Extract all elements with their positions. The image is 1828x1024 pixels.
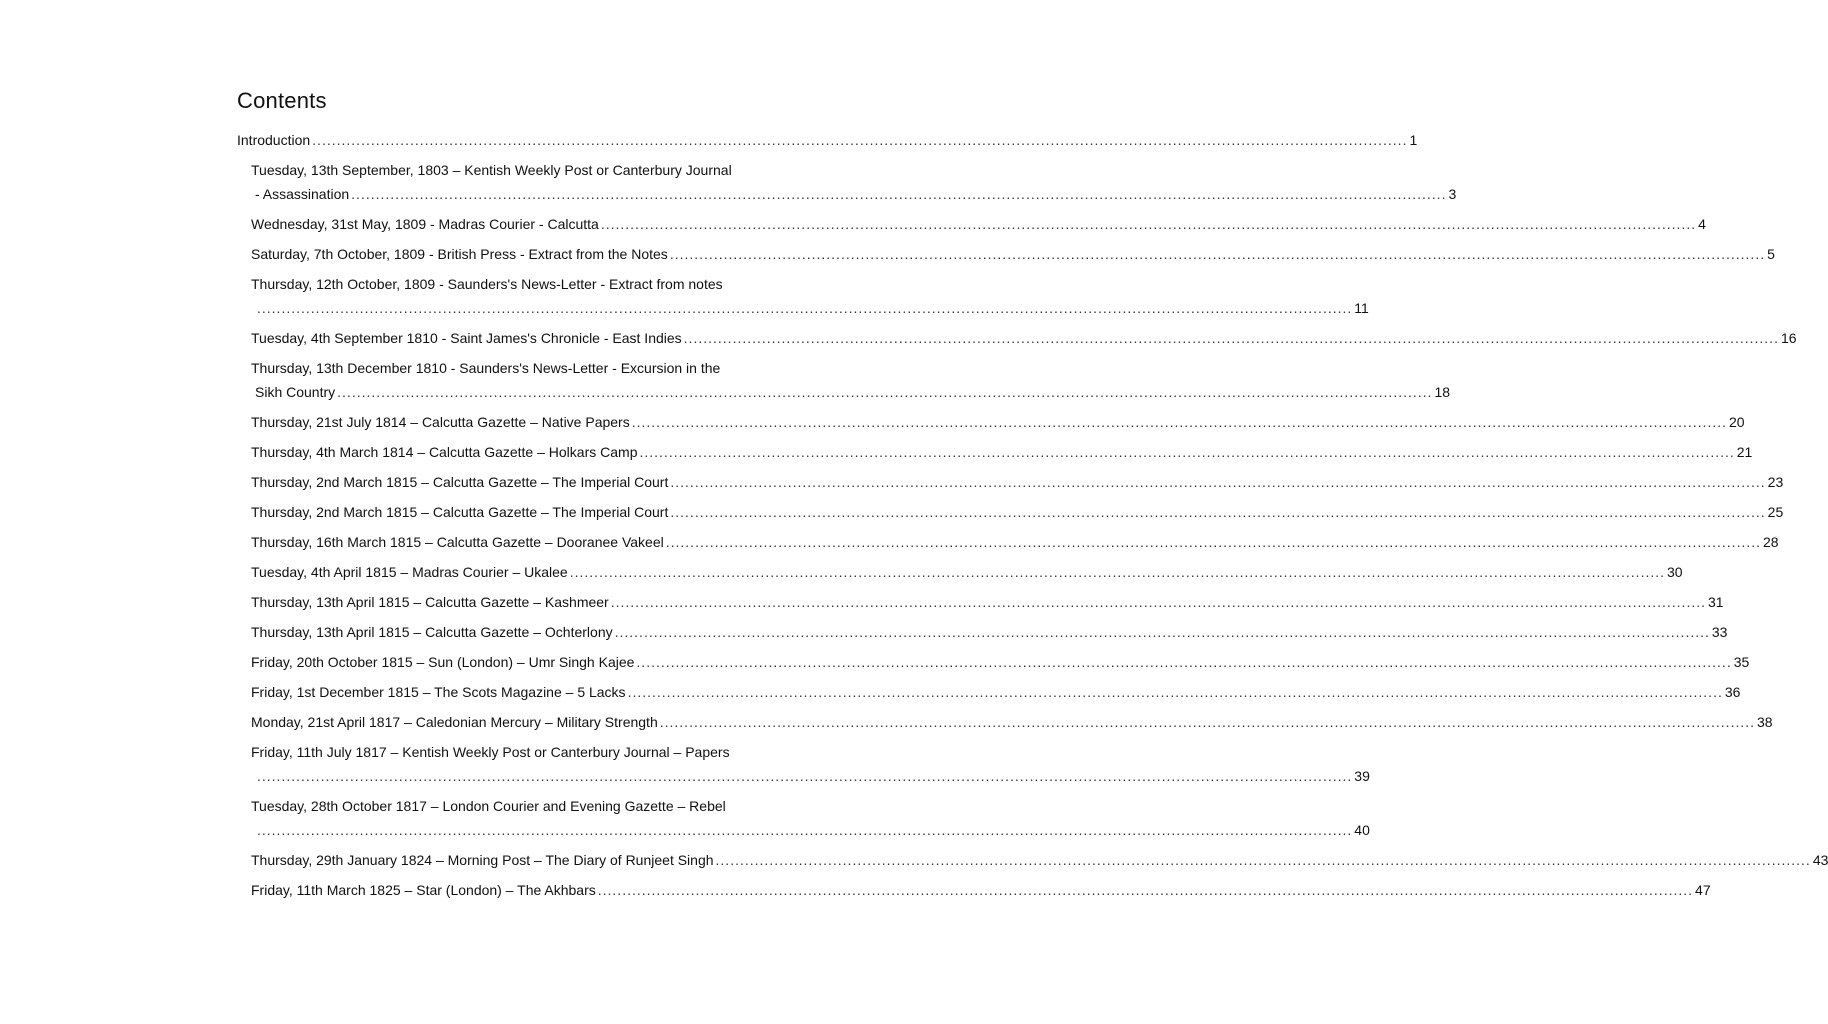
toc-entry-title-line: Friday, 11th July 1817 – Kentish Weekly Post or Canterbury Journal – Papers	[251, 744, 730, 760]
page-number: 38	[1757, 714, 1773, 730]
toc-entry[interactable]	[237, 530, 1779, 554]
page-number: 25	[1767, 504, 1784, 520]
toc-entry-line	[251, 500, 1784, 524]
toc-entry-title: Tuesday, 4th April 1815 – Madras Courier – Ukalee	[251, 564, 568, 580]
toc-entry[interactable]	[237, 440, 1753, 464]
page-number: 30	[1667, 564, 1683, 580]
toc-entry-line	[251, 182, 1457, 206]
toc-entry[interactable]	[237, 158, 1457, 206]
toc-entry-title-line: Thursday, 12th October, 1809 - Saunders's News-Letter - Extract from notes	[251, 276, 723, 292]
toc-entry-line	[251, 848, 1828, 872]
page-number: 18	[1434, 384, 1451, 400]
toc-entry-title: Thursday, 2nd March 1815 – Calcutta Gazette – The Imperial Court	[251, 474, 669, 490]
toc-entry-title: Thursday, 2nd March 1815 – Calcutta Gazette – The Imperial Court	[251, 504, 669, 520]
toc-entry-line	[251, 410, 1745, 434]
toc-entry-title-line: Thursday, 13th December 1810 - Saunders's News-Letter - Excursion in the	[251, 360, 721, 376]
toc-entry-line	[251, 326, 1797, 350]
toc-entry-title: Sikh Country	[255, 384, 336, 400]
page-number: 4	[1698, 216, 1706, 232]
dot-leader	[601, 212, 1696, 236]
toc-entry-line	[251, 620, 1728, 644]
toc-entry[interactable]	[237, 242, 1775, 266]
page-number: 5	[1767, 246, 1775, 262]
page-number: 20	[1729, 414, 1745, 430]
toc-entry-title: Tuesday, 4th September 1810 - Saint James's Chronicle - East Indies	[251, 330, 682, 346]
dot-leader	[611, 590, 1706, 614]
toc-entry-title: Thursday, 4th March 1814 – Calcutta Gazette – Holkars Camp	[251, 444, 638, 460]
dot-leader	[639, 440, 1734, 464]
toc-entry-line	[251, 878, 1711, 902]
toc-entry[interactable]	[237, 710, 1773, 734]
toc-entry[interactable]	[237, 560, 1683, 584]
toc-entry-title-line: Tuesday, 13th September, 1803 – Kentish Weekly Post or Canterbury Journal	[251, 162, 732, 178]
page-number: 23	[1767, 474, 1784, 490]
toc-entry[interactable]	[237, 620, 1728, 644]
dot-leader	[312, 128, 1407, 152]
dot-leader	[337, 380, 1432, 404]
toc-entry-line	[251, 296, 1369, 320]
dot-leader	[636, 650, 1731, 674]
toc-entry-line	[251, 380, 1451, 404]
dot-leader	[570, 560, 1665, 584]
dot-leader	[632, 410, 1727, 434]
toc-entry-line	[251, 680, 1741, 704]
page-number: 3	[1448, 186, 1457, 202]
dot-leader	[351, 182, 1446, 206]
page-number: 33	[1711, 624, 1728, 640]
toc-entry-line	[251, 650, 1750, 674]
toc-entry[interactable]	[237, 650, 1750, 674]
toc-entry[interactable]	[237, 410, 1745, 434]
toc-entry-line	[251, 440, 1753, 464]
page-number: 28	[1763, 534, 1779, 550]
toc-entry-line	[251, 710, 1773, 734]
toc-entry-line	[237, 128, 1418, 152]
toc-entry-title: Friday, 20th October 1815 – Sun (London) – Umr Singh Kajee	[251, 654, 635, 670]
toc-entry-title: Thursday, 29th January 1824 – Morning Post – The Diary of Runjeet Singh	[251, 852, 714, 868]
page-number: 21	[1736, 444, 1753, 460]
toc-entry[interactable]	[237, 680, 1741, 704]
dot-leader	[257, 764, 1352, 788]
page-number: 40	[1354, 822, 1370, 838]
toc-entry-title: Saturday, 7th October, 1809 - British Press - Extract from the Notes	[251, 246, 668, 262]
toc-entry-title: Thursday, 16th March 1815 – Calcutta Gazette – Dooranee Vakeel	[251, 534, 664, 550]
page-number: 39	[1354, 768, 1370, 784]
toc-entry[interactable]	[237, 794, 1370, 842]
toc-entry[interactable]	[237, 500, 1784, 524]
toc-entry-title: Introduction	[237, 132, 311, 148]
table-of-contents	[237, 128, 1828, 908]
toc-entry[interactable]	[237, 878, 1711, 902]
dot-leader	[670, 500, 1765, 524]
toc-entry-title: - Assassination	[255, 186, 350, 202]
dot-leader	[716, 848, 1811, 872]
dot-leader	[666, 530, 1761, 554]
toc-entry-title: Monday, 21st April 1817 – Caledonian Mercury – Military Strength	[251, 714, 658, 730]
dot-leader	[670, 242, 1765, 266]
toc-entry-line	[251, 470, 1784, 494]
dot-leader	[257, 296, 1352, 320]
toc-entry[interactable]	[237, 740, 1370, 788]
toc-entry-line	[251, 560, 1683, 584]
toc-entry[interactable]	[237, 356, 1451, 404]
page-number: 31	[1708, 594, 1724, 610]
toc-entry-line	[251, 242, 1775, 266]
toc-entry-title: Thursday, 13th April 1815 – Calcutta Gazette – Ochterlony	[251, 624, 613, 640]
page-number: 16	[1780, 330, 1797, 346]
page-number: 1	[1409, 132, 1418, 148]
toc-entry[interactable]	[237, 272, 1369, 320]
page-number: 47	[1695, 882, 1711, 898]
toc-entry[interactable]	[237, 848, 1828, 872]
page-title: Contents	[237, 88, 327, 113]
toc-entry-line	[251, 590, 1724, 614]
toc-entry[interactable]	[237, 590, 1724, 614]
dot-leader	[660, 710, 1755, 734]
toc-entry[interactable]	[237, 470, 1784, 494]
dot-leader	[684, 326, 1779, 350]
page-number: 43	[1812, 852, 1828, 868]
dot-leader	[628, 680, 1723, 704]
toc-entry-line	[251, 530, 1779, 554]
toc-entry-line	[251, 212, 1706, 236]
toc-entry-title: Thursday, 21st July 1814 – Calcutta Gazette – Native Papers	[251, 414, 630, 430]
toc-entry-line	[251, 818, 1370, 842]
dot-leader	[257, 818, 1352, 842]
dot-leader	[598, 878, 1693, 902]
toc-entry[interactable]	[237, 326, 1797, 350]
toc-entry-title: Friday, 11th March 1825 – Star (London) – The Akhbars	[251, 882, 596, 898]
toc-entry[interactable]	[237, 128, 1418, 152]
page-number: 11	[1354, 300, 1369, 316]
page-number: 35	[1733, 654, 1750, 670]
toc-entry-title: Friday, 1st December 1815 – The Scots Magazine – 5 Lacks	[251, 684, 626, 700]
page-number: 36	[1724, 684, 1741, 700]
toc-entry-title: Wednesday, 31st May, 1809 - Madras Courier - Calcutta	[251, 216, 599, 232]
toc-entry[interactable]	[237, 212, 1706, 236]
toc-entry-title: Thursday, 13th April 1815 – Calcutta Gazette – Kashmeer	[251, 594, 609, 610]
toc-entry-line	[251, 764, 1370, 788]
dot-leader	[670, 470, 1765, 494]
toc-entry-title-line: Tuesday, 28th October 1817 – London Courier and Evening Gazette – Rebel	[251, 798, 726, 814]
dot-leader	[615, 620, 1710, 644]
